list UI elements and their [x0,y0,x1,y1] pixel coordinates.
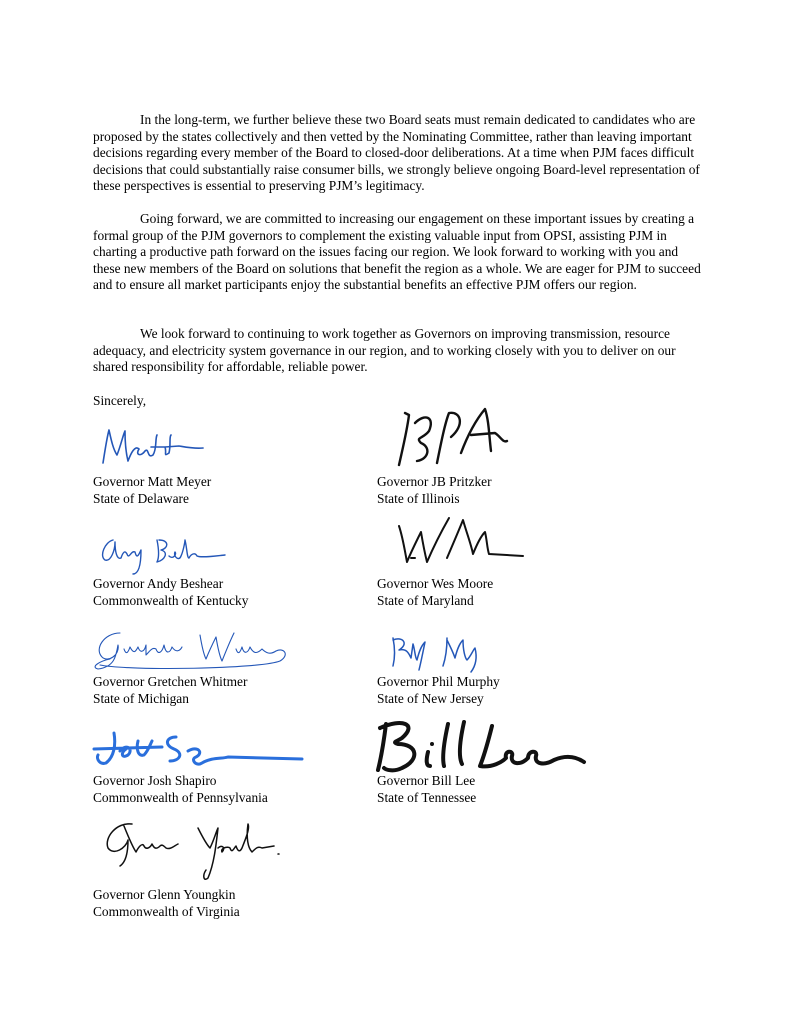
signatory-state: State of Maryland [377,592,474,608]
signature-block-pritzker [377,474,492,507]
signature-whitmer [90,625,290,675]
signatory-state: State of New Jersey [377,690,484,706]
signature-block-murphy [377,674,500,707]
signatory-name: Governor Gretchen Whitmer [93,674,248,689]
paragraph-board-seats: In the long-term, we further believe these two Board seats must remain dedicated to candidates who are proposed by the states collectively and then vetted by the Nominating Committee, rather than leaving important decisions regarding every member of the Board to closed-door deliberations. At a time when PJM faces difficult decisions that could substantially raise consumer bills, we strongly believe ongoing Board-level representation of these perspectives is essential to preserving PJM’s legitimacy. [93,112,700,193]
signatory-name: Governor Bill Lee [377,773,476,788]
signature-block-youngkin [93,887,240,920]
signatory-name: Governor Glenn Youngkin [93,887,236,902]
signatory-name: Governor Andy Beshear [93,576,224,591]
signature-murphy [385,630,490,675]
signatory-state: Commonwealth of Kentucky [93,592,249,608]
signatory-state: State of Illinois [377,490,460,506]
signature-shapiro [92,727,307,775]
paragraph-look-forward: We look forward to continuing to work together as Governors on improving transmission, resource adequacy, and electricity system governance in our region, and to working closely with you to deliver on our shared responsibility for affordable, reliable power. [93,326,676,374]
signature-block-beshear [93,576,248,609]
signatory-state: Commonwealth of Pennsylvania [93,789,268,805]
signature-beshear [95,530,230,578]
signature-moore [393,514,528,572]
signature-block-meyer [93,474,211,507]
signatory-name: Governor JB Pritzker [377,474,492,489]
signature-lee [372,714,587,776]
signatory-name: Governor Josh Shapiro [93,773,217,788]
paragraph-going-forward: Going forward, we are committed to increasing our engagement on these important issues by creating a formal group of the PJM governors to complement the existing valuable input from OPSI, assisting PJM in charting a productive path forward on the issues facing our region. We look forward to working with you and these new members of the Board on solutions that benefit the region as a whole. We are eager for PJM to succeed and to ensure all market participants enjoy the substantial benefits an effective PJM offers our region. [93,211,701,292]
signatory-state: State of Tennessee [377,789,477,805]
signatory-name: Governor Wes Moore [377,576,494,591]
signature-block-lee [377,773,476,806]
signature-youngkin [98,818,288,888]
signature-block-shapiro [93,773,268,806]
signature-block-whitmer [93,674,247,707]
signatory-state: Commonwealth of Virginia [93,903,240,919]
signatory-state: State of Michigan [93,690,189,706]
signature-block-moore [377,576,493,609]
signature-meyer [95,425,210,470]
signatory-name: Governor Matt Meyer [93,474,212,489]
signature-pritzker [385,403,515,473]
signatory-state: State of Delaware [93,490,189,506]
signatory-name: Governor Phil Murphy [377,674,500,689]
closing-salutation: Sincerely, [93,393,147,408]
